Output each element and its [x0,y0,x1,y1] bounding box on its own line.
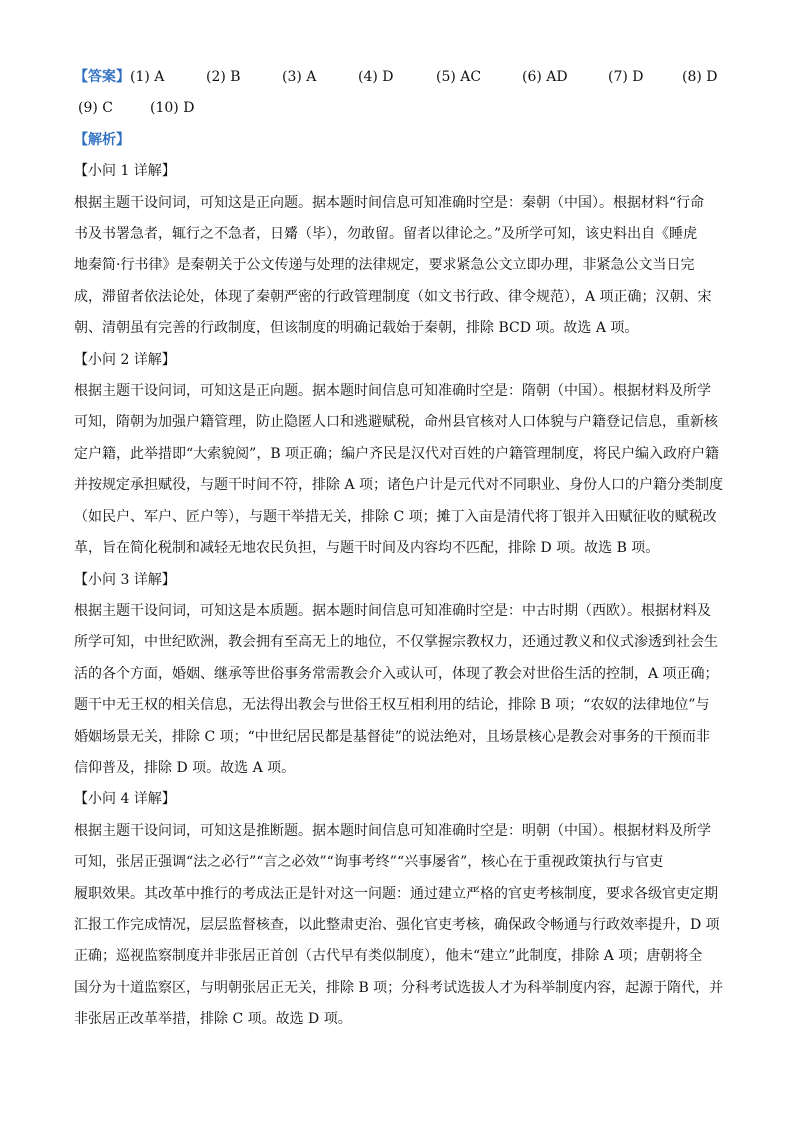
paragraph-line: 成，滞留者依法论处，体现了秦朝严密的行政管理制度（如文书行政、律令规范），A 项正确；汉朝、宋 [74,288,712,305]
paragraph-line: 活的各个方面，婚姻、继承等世俗事务常需教会介入或认可，体现了教会对世俗生活的控制，A 项正确； [74,665,719,682]
paragraph-line: 根据主题干设问词，可知这是推断题。据本题时间信息可知准确时空是：明朝（中国）。根据材料及所学 [74,822,711,839]
answer-item: (10) D [150,100,195,117]
paragraph-line: 正确；巡视监察制度并非张居正首创（古代早有类似制度），他未“建立”此制度，排除 A 项；唐朝将全 [74,948,703,965]
section-heading: 【小问 4 详解】 [74,791,176,808]
paragraph-line: 所学可知，中世纪欧洲，教会拥有至高无上的地位，不仅掌握宗教权力，还通过教义和仪式渗透到社会生 [74,634,718,651]
answer-item: (9) C [78,100,113,117]
paragraph-line: 根据主题干设问词，可知这是正向题。据本题时间信息可知准确时空是：隋朝（中国）。根据材料及所学 [74,383,711,400]
section-3 [74,565,724,785]
answer-item: (5) AC [436,69,482,85]
answer-row-2 [74,93,724,124]
paragraph-line: （如民户、军户、匠户等），与题干举措无关，排除 C 项；摊丁入亩是清代将丁银并入田赋征收的赋税改 [74,508,717,525]
section-heading: 【小问 3 详解】 [74,571,176,588]
section-heading: 【小问 2 详解】 [74,351,176,368]
section-2 [74,345,724,565]
paragraph-line: 并按规定承担赋役，与题干时间不符，排除 A 项；诸色户计是元代对不同职业、身份人口的户籍分类制度 [74,477,724,494]
paragraph-line: 可知，张居正强调“法之必行”“言之必效”“询事考终”“兴事屡省”，核心在于重视政策执行与官吏 [74,854,664,871]
paragraph-line: 信仰普及，排除 D 项。故选 A 项。 [74,759,296,776]
section-4 [74,784,724,1035]
paragraph-line: 革，旨在简化税制和减轻无地农民负担，与题干时间及内容均不匹配，排除 D 项。故选 B 项。 [74,540,660,557]
paragraph-line: 根据主题干设问词，可知这是正向题。据本题时间信息可知准确时空是：秦朝（中国）。根据材料“行命 [74,194,705,211]
answer-tag: 【答案】 [74,69,130,85]
paragraph-line: 朝、清朝虽有完善的行政制度，但该制度的明确记载始于秦朝，排除 BCD 项。故选 A 项。 [74,320,639,337]
analysis-tag: 【解析】 [74,131,130,148]
answer-item: (7) D [608,69,644,85]
analysis-heading [74,125,724,156]
section-1 [74,156,724,344]
paragraph-line: 非张居正改革举措，排除 C 项。故选 D 项。 [74,1011,352,1028]
section-heading: 【小问 1 详解】 [74,163,176,180]
paragraph-line: 汇报工作完成情况，层层监督核查，以此整肃吏治、强化官吏考核，确保政令畅通与行政效率提升，D 项 [74,916,720,933]
paragraph-line: 根据主题干设问词，可知这是本质题。据本题时间信息可知准确时空是：中古时期（西欧）。根据材料及 [74,602,711,619]
paragraph-line: 履职效果。其改革中推行的考成法正是针对这一问题：通过建立严格的官吏考核制度，要求各级官吏定期 [74,885,718,902]
paragraph-line: 题干中无王权的相关信息，无法得出教会与世俗王权互相利用的结论，排除 B 项；“农奴的法律地位”与 [74,697,710,714]
paragraph-line: 国分为十道监察区，与明朝张居正无关，排除 B 项；分科考试选拔人才为科举制度内容，起源于隋代，并 [74,979,724,996]
answer-item: (3) A [282,69,317,85]
paragraph-line: 可知，隋朝为加强户籍管理，防止隐匿人口和逃避赋税，命州县官核对人口体貌与户籍登记信息，重新核 [74,414,718,431]
answer-item: (4) D [358,69,394,85]
paragraph-line: 定户籍，此举措即“大索貌阅”，B 项正确；编户齐民是汉代对百姓的户籍管理制度，将民户编入政府户籍 [74,445,720,462]
paragraph-line: 婚姻场景无关，排除 C 项；“中世纪居民都是基督徒”的说法绝对，且场景核心是教会对事务的干预而非 [74,728,710,745]
answer-row-1 [74,62,724,93]
answer-item: (2) B [206,69,241,85]
paragraph-line: 书及书署急者，辄行之不急者，日觱（毕），勿敢留。留者以律论之。”及所学可知，该史料出自《睡虎 [74,226,698,243]
answer-item: (6) AD [522,69,568,85]
paragraph-line: 地秦简·行书律》是秦朝关于公文传递与处理的法律规定，要求紧急公文立即办理，非紧急公文当日完 [74,257,695,274]
answer-item: (1) A [130,69,165,85]
answer-item: (8) D [682,69,718,85]
document-content [74,62,724,1036]
